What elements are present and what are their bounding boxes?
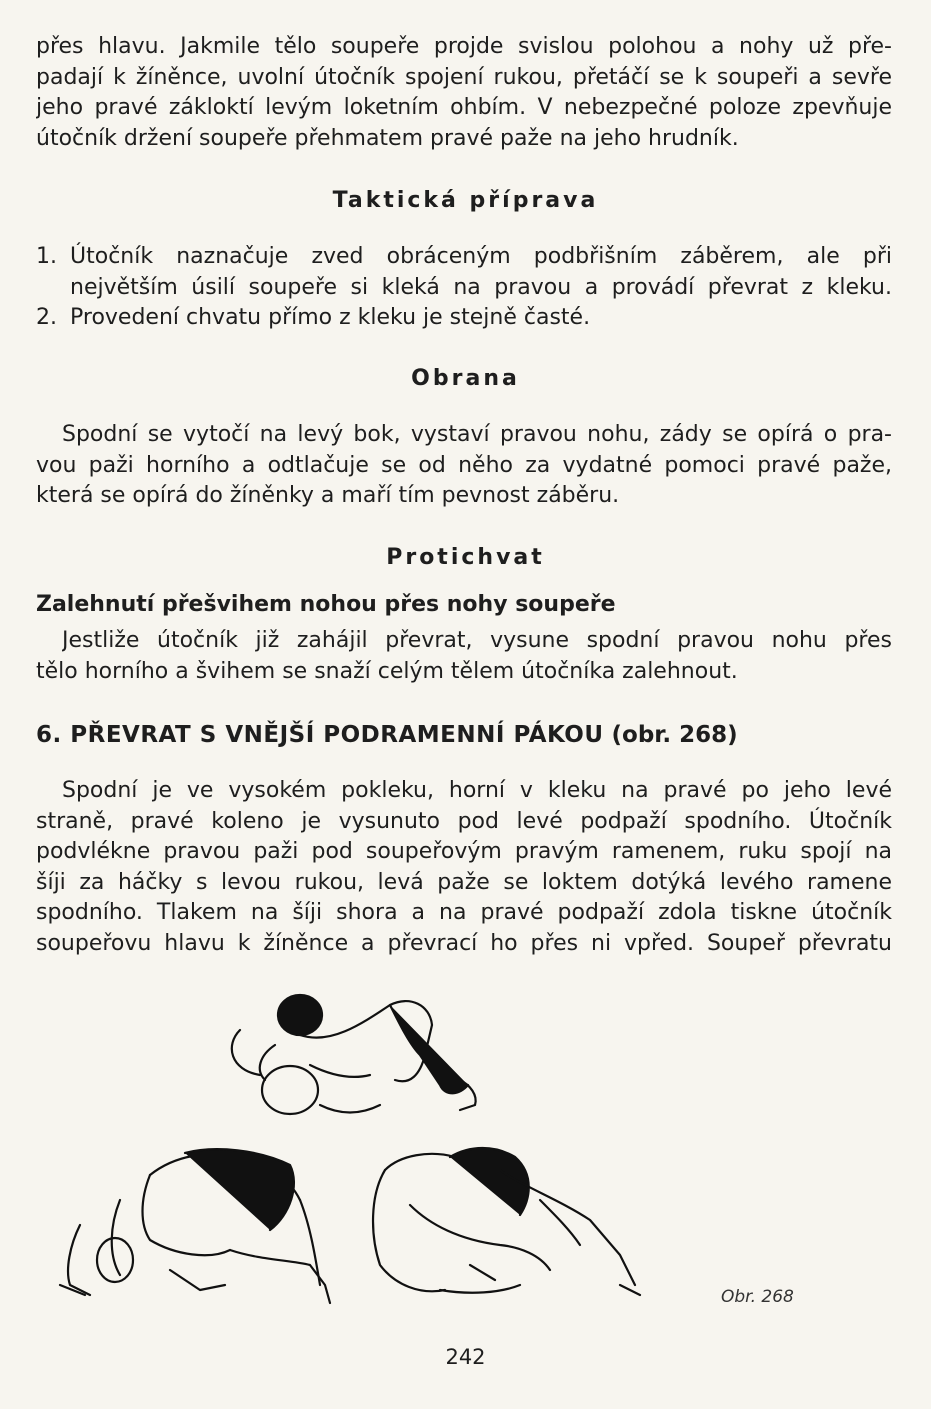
wrestlers-drawing-left — [60, 1149, 330, 1303]
intro-paragraph — [36, 32, 892, 154]
list-item-number: 1. — [36, 244, 57, 269]
list-item — [36, 242, 892, 303]
text-line: Spodní je ve vysokém pokleku, horní v kleku na pravé po jeho levé — [62, 778, 892, 803]
text-line: straně, pravé koleno je vysunuto pod levé podpaží spodního. Útočník — [36, 808, 892, 834]
text-line: Útočník naznačuje zved obráceným podbřišním záběrem, ale při — [70, 244, 892, 269]
figure-caption: Obr. 268 — [721, 1287, 794, 1307]
defense-paragraph — [36, 420, 892, 512]
figure-reference: (obr. 268) — [611, 722, 738, 748]
wrestlers-drawing-right — [373, 1148, 640, 1295]
text-line: která se opírá do žíněnky a maří tím pevnost záběru. — [36, 483, 620, 508]
counter-heading: Protichvat — [386, 545, 545, 570]
text-line: šíji za háčky s levou rukou, levá paže se loktem dotýká levého ramene — [36, 869, 892, 895]
list-item-number: 2. — [36, 305, 57, 330]
text-line: spodního. Tlakem na šíji shora a na pravé podpaží zdola tiskne útočník — [36, 900, 892, 925]
text-line: jeho pravé zákloktí levým loketním ohbím. V nebezpečné poloze zpevňuje — [36, 95, 892, 120]
list-item — [36, 303, 892, 334]
tactics-list — [36, 242, 892, 334]
tactics-heading: Taktická příprava — [332, 188, 599, 213]
text-line: padají k žíněnce, uvolní útočník spojení rukou, přetáčí se k soupeři a sevře — [36, 64, 892, 90]
page-number: 242 — [445, 1345, 486, 1369]
counter-paragraph — [36, 626, 892, 687]
text-line: Spodní se vytočí na levý bok, vystaví pravou nohu, zády se opírá o pra- — [62, 422, 892, 447]
text-line: Provedení chvatu přímo z kleku je stejně časté. — [70, 305, 591, 330]
wrestlers-drawing-top — [232, 995, 476, 1114]
text-line: soupeřovu hlavu k žíněnce a převrací ho přes ni vpřed. Soupeř převratu — [36, 930, 892, 956]
text-line: vou paži horního a odtlačuje se od něho za vydatné pomoci pravé paže, — [36, 452, 892, 478]
text-line: Jestliže útočník již zahájil převrat, vysune spodní pravou nohu přes — [62, 628, 892, 653]
text-line: podvlékne pravou paži pod soupeřovým pravým ramenem, ruku spojí na — [36, 839, 892, 864]
text-line: útočník držení soupeře přehmatem pravé paže na jeho hrudník. — [36, 125, 739, 151]
section-title — [36, 722, 738, 748]
section-title-text: 6. PŘEVRAT S VNĚJŠÍ PODRAMENNÍ PÁKOU — [36, 722, 604, 748]
text-line: největším úsilí soupeře si kleká na pravou a provádí převrat z kleku. — [70, 274, 892, 300]
text-line: tělo horního a švihem se snaží celým tělem útočníka zalehnout. — [36, 658, 738, 684]
section6-paragraph — [36, 776, 892, 959]
text-line: přes hlavu. Jakmile tělo soupeře projde svislou polohou a nohy už pře- — [36, 34, 892, 59]
defense-heading: Obrana — [411, 366, 520, 391]
counter-subheading: Zalehnutí přešvihem nohou přes nohy soupeře — [36, 592, 616, 617]
wrestling-illustration — [0, 985, 931, 1325]
